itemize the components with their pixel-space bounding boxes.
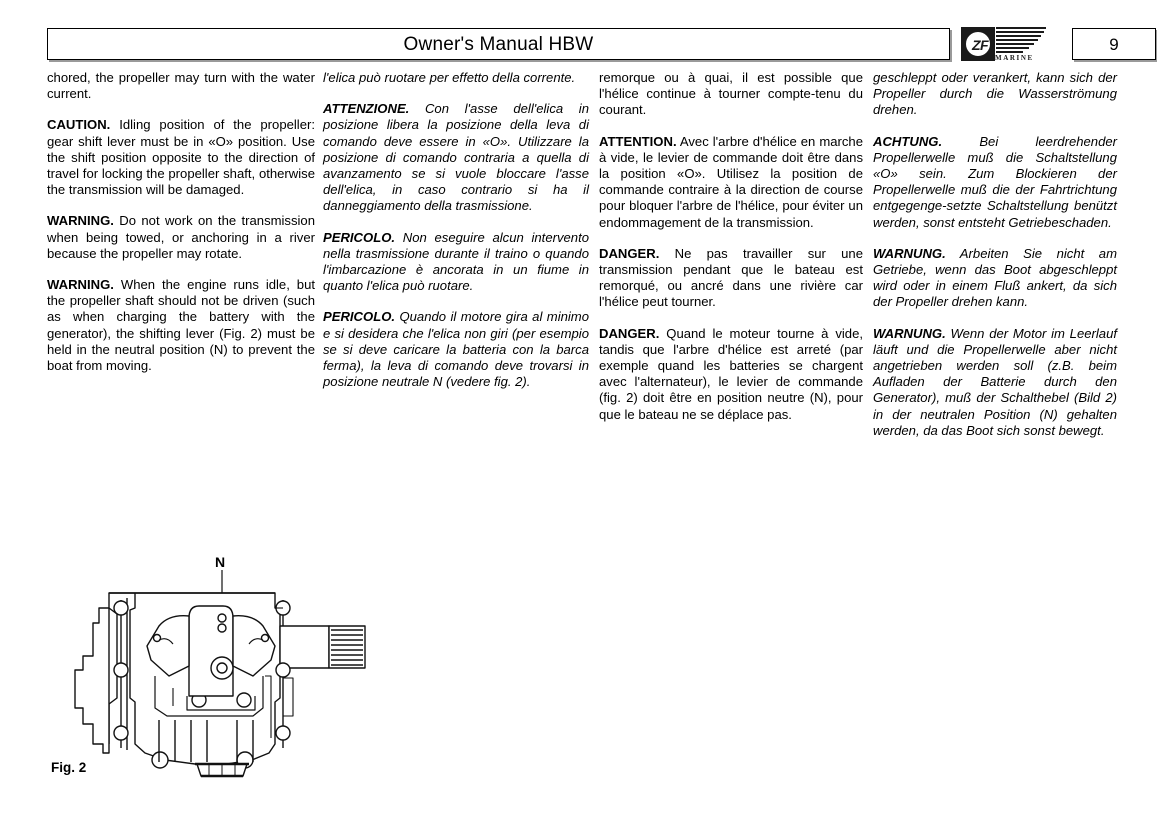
paragraph xyxy=(873,70,1117,119)
zf-logo-stripes-icon xyxy=(996,27,1046,53)
paragraph xyxy=(599,134,863,231)
paragraph-lead: ATTENZIONE. xyxy=(323,101,410,117)
column-german xyxy=(873,70,1117,439)
paragraph-text: l'elica può ruotare per effetto della corrente. xyxy=(323,70,576,85)
figure-caption: Fig. 2 xyxy=(51,760,87,775)
paragraph-lead: WARNING. xyxy=(47,277,114,293)
page-title: Owner's Manual HBW xyxy=(403,34,594,55)
column-italian xyxy=(323,70,589,390)
paragraph-lead: ATTENTION. xyxy=(599,133,677,149)
paragraph xyxy=(323,101,589,214)
page-header xyxy=(47,28,1119,62)
zf-logo-badge xyxy=(961,27,995,61)
paragraph xyxy=(599,326,863,423)
paragraph xyxy=(599,70,863,119)
paragraph-lead: WARNING. xyxy=(47,213,114,229)
zf-logo-wordmark: MARINE xyxy=(995,54,1034,62)
paragraph xyxy=(47,213,315,262)
paragraph-text: Ne pas travailler sur une transmission pendant que le bateau est remorqué, ou ancré dans une rivière car l'hélice peut tourner. xyxy=(599,245,863,310)
paragraph xyxy=(47,117,315,198)
paragraph-text: When the engine runs idle, but the propeller shaft should not be driven (such as when charging the battery with the generator), the shifting lever (Fig. 2) must be held in the neutral position (N) to prevent the boat from moving. xyxy=(47,277,315,374)
paragraph-lead: DANGER. xyxy=(599,325,660,341)
paragraph-lead: ACHTUNG. xyxy=(873,133,943,149)
paragraph xyxy=(323,230,589,295)
paragraph xyxy=(873,246,1117,311)
paragraph xyxy=(873,326,1117,439)
paragraph-lead: PERICOLO. xyxy=(323,229,396,245)
paragraph-text: Bei leerdrehender Propellerwelle muß die Schaltstellung «O» sein. Zum Blockieren der Propellerwelle muß die der Fahrtrichtung entgegenge-setzte Schaltstellung benützt werden, sonst entsteht Getriebeschaden. xyxy=(873,133,1117,230)
neutral-position-callout-label: N xyxy=(215,554,226,570)
zf-logo-mark: ZF xyxy=(971,37,989,53)
paragraph-text: Con l'asse dell'elica in posizione libera la posizione della leva di comando deve essere in «O». Utilizzare la posizione di comando contraria a quella di avanzamento se si vuole bloccare l'asse dell'elica, in caso contrario si ha il danneggiamento della trasmissione. xyxy=(323,101,589,214)
paragraph-text: remorque ou à quai, il est possible que l'hélice continue à tourner compte-tenu du courant. xyxy=(599,70,863,118)
paragraph xyxy=(873,134,1117,231)
manual-title-box xyxy=(47,28,950,60)
page-number-box xyxy=(1072,28,1156,60)
paragraph-lead: WARNUNG. xyxy=(873,325,946,341)
paragraph-text: Arbeiten Sie nicht am Getriebe, wenn das Boot abgeschleppt wird oder in einem Fluß ankert, da sich der Propeller drehen kann. xyxy=(873,245,1117,310)
paragraph-text: Idling position of the propeller: gear shift lever must be in «O» position. Use the shift position opposite to the direction of travel for locking the propeller shaft, otherwise the transmission will be damaged. xyxy=(47,117,315,198)
paragraph-text: Wenn der Motor im Leerlauf läuft und die Propellerwelle aber nicht angetrieben werden soll (z.B. beim Aufladen der Batterie durch den Generator), muß der Schalthebel (Bild 2) in der neutralen Position (N) gehalten werden, da das Boot sich sonst bewegt. xyxy=(873,325,1117,438)
column-english xyxy=(47,70,315,374)
page-number: 9 xyxy=(1109,35,1119,54)
paragraph-text: Avec l'arbre d'hélice en marche à vide, le levier de commande doit être dans la position «O». Utilisez la position de commande contraire à la direction de course pour bloquer l'arbre de l'hélice, pour éviter un endommagement de la transmission. xyxy=(599,133,863,230)
paragraph-lead: WARNUNG. xyxy=(873,245,946,261)
transmission-diagram-icon xyxy=(47,548,377,798)
paragraph xyxy=(47,70,315,102)
paragraph-lead: PERICOLO. xyxy=(323,309,396,325)
zf-marine-logo xyxy=(961,25,1059,65)
paragraph-text: geschleppt oder verankert, kann sich der Propeller durch die Wasserströmung drehen. xyxy=(873,70,1117,118)
paragraph xyxy=(599,246,863,311)
paragraph-text: Quand le moteur tourne à vide, tandis que l'arbre d'hélice est arreté (par exemple quand les batteries se chargent avec l'alternateur), le levier de commande (fig. 2) doit être en position neutre (N), pour que le bateau ne se déplace pas. xyxy=(599,325,863,422)
paragraph xyxy=(47,277,315,374)
paragraph-lead: DANGER. xyxy=(599,245,660,261)
paragraph-lead: CAUTION. xyxy=(47,117,111,133)
paragraph-text: Quando il motore gira al minimo e si desidera che l'elica non giri (per esempio se si deve caricare la batteria con la barca ferma), la leva di comando deve trovarsi in posizione neutrale N (vedere fig. 2). xyxy=(323,309,589,390)
column-french xyxy=(599,70,863,423)
zf-logo-circle xyxy=(964,30,992,58)
paragraph-text: chored, the propeller may turn with the water current. xyxy=(47,70,315,102)
paragraph-text: Do not work on the transmission when being towed, or anchoring in a river because the propeller may rotate. xyxy=(47,213,315,261)
figure-2 xyxy=(47,548,377,798)
paragraph xyxy=(323,70,589,86)
paragraph-text: Non eseguire alcun intervento nella trasmissione durante il traino o quando l'imbarcazione è ancorata in un fiume in quanto l'elica può ruotare. xyxy=(323,229,589,294)
paragraph xyxy=(323,309,589,390)
